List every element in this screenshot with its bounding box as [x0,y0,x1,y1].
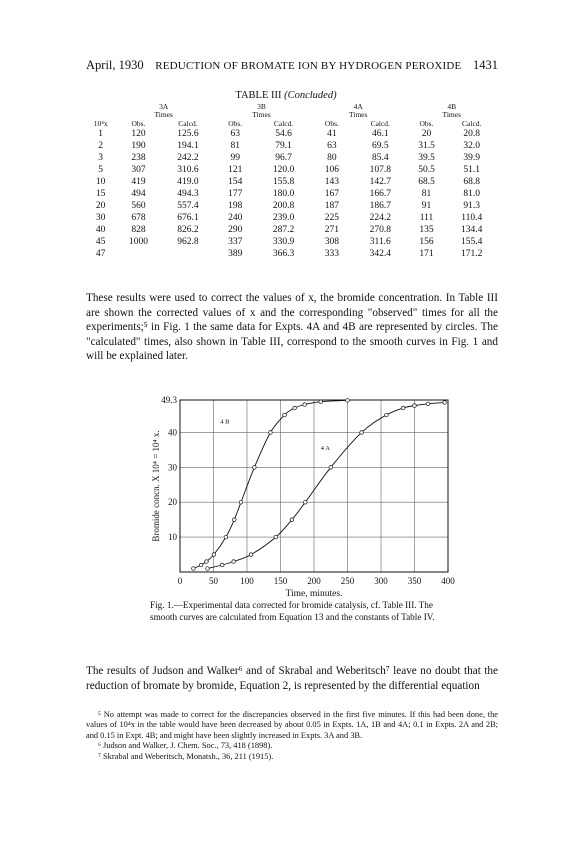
table-cell: 240 [228,213,243,223]
data-point [329,466,333,470]
data-point [293,406,297,410]
data-point [346,399,350,403]
table-group-row [87,103,497,111]
table-cell: 419 [131,177,146,187]
x-tick-label: 0 [177,576,183,586]
table-cell: 560 [131,201,146,211]
bromide-chart [150,394,460,599]
data-point [303,500,307,504]
row-label-cell: 2 [98,141,104,151]
footnote-6: ⁶ Judson and Walker, J. Chem. Soc., 73, 418 (1898). [98,741,273,751]
table-header-row [87,119,497,128]
table-cell: 91.3 [463,201,481,211]
series-curve-4a [208,402,445,568]
footnotes [86,710,498,762]
table-cell: 81 [230,141,240,151]
table-cell: 106 [324,165,340,175]
table-cell: 308 [324,237,340,247]
calcd-label: Calcd. [370,119,390,128]
table-row [87,200,497,212]
data-point [385,413,389,417]
table-cell: 224.2 [369,213,391,223]
obs-label: Obs. [324,119,339,128]
table-cell: 68.8 [463,177,481,187]
table-cell: 46.1 [371,129,389,139]
x-tick-label: 100 [240,576,254,586]
table-cell: 190 [131,141,146,151]
header-date: April, 1930 [86,58,144,72]
table-cell: 68.5 [418,177,435,187]
table-cell [163,248,213,260]
data-table [87,103,497,260]
table-cell: 167 [324,189,340,199]
table-cell: 287.2 [272,225,295,235]
times-label: Times [252,110,271,119]
data-point [319,400,323,404]
x-tick-label: 300 [374,576,388,586]
table-row [87,152,497,164]
x-axis-label: Time, minutes. [285,589,343,599]
table-cell: 494 [131,189,146,199]
row-label-cell: 3 [98,153,104,163]
table-cell: 962.8 [177,237,199,247]
table-cell: 194.1 [177,141,199,151]
table-row [87,212,497,224]
row-label-cell: 10 [95,177,106,187]
table-cell: 330.9 [272,237,295,247]
table-cell: 91 [421,201,432,211]
table-cell: 177 [228,189,243,199]
table-cell: 171 [419,249,434,259]
times-label: Times [154,110,173,119]
table-row [87,236,497,248]
data-point [232,560,236,564]
table-cell: 337 [228,237,243,247]
table-cell: 50.5 [418,165,435,175]
table-cell: 242.2 [177,153,199,163]
table-cell: 198 [228,201,243,211]
table-cell: 342.4 [369,249,391,259]
data-point [413,404,417,408]
obs-label: Obs. [131,119,146,128]
table-cell: 81 [421,189,432,199]
row-label-cell: 45 [95,237,106,247]
table-cell: 69.5 [371,141,389,151]
running-header [86,58,498,73]
figure-caption-text: Fig. 1.—Experimental data corrected for bromide catalysis, cf. Table III. The smooth curves are calculated from Equation 13 and the constants of Table IV. [150,600,435,622]
table-cell: 200.8 [272,201,295,211]
table-cell: 419.0 [177,177,199,187]
y-tick-label: 10 [168,532,177,543]
data-point [232,518,236,522]
table-cell: 143 [324,177,340,187]
table-cell: 366.3 [272,249,295,259]
calcd-label: Calcd. [178,119,198,128]
data-point [443,401,447,405]
table-concluded: (Concluded) [284,90,337,101]
table-cell: 270.8 [369,225,391,235]
x-tick-label: 50 [209,576,218,586]
table-cell: 494.3 [177,189,199,199]
table-cell: 120 [131,129,146,139]
table-cell: 111 [419,213,434,223]
data-point [360,431,364,435]
page-number: 1431 [472,58,498,72]
table-cell: 186.7 [369,201,391,211]
data-point [401,406,405,410]
table-row [87,140,497,152]
header-title: REDUCTION OF BROMATE ION BY HYDROGEN PEROXIDE [155,60,462,72]
table-title: TABLE III [235,90,282,101]
data-point [269,431,273,435]
table-cell: 20 [421,129,432,139]
table-cell: 51.1 [463,165,481,175]
table-cell: 180.0 [272,189,295,199]
figure-caption [150,600,450,623]
series-curve-4b [193,400,347,568]
row-label-cell: 20 [95,201,106,211]
table-cell: 1000 [129,237,148,247]
table-cell [114,248,162,260]
table-cell: 107.8 [369,165,391,175]
data-point [224,535,228,539]
table-cell: 121 [228,165,243,175]
obs-label: Obs. [419,119,434,128]
table-cell: 54.6 [275,129,292,139]
table-cell: 307 [131,165,146,175]
table-cell: 63 [230,129,240,139]
paragraph-1: These results were used to correct the values of x, the bromide concentration. In Table III are shown the corrected values of x and the corresponding "observed" times for all the experiments;⁵ in Fig. 1 the same data for Expts. 4A and 4B are represented by circles. The "calculated" times, also shown in Table III, correspond to the smooth curves in Fig. 1 and will be explained later. [86,292,498,363]
data-point [220,563,224,567]
footnote-7: ⁷ Skrabal and Weberitsch, Monatsh., 36, 211 (1915). [98,751,274,761]
table-cell: 171.2 [461,249,483,259]
table-cell: 79.1 [275,141,292,151]
calcd-label: Calcd. [273,119,294,128]
table-cell: 110.4 [461,213,483,223]
table-cell: 310.6 [177,165,199,175]
table-cell: 85.4 [371,153,389,163]
data-point [199,563,203,567]
table-cell: 120.0 [272,165,295,175]
data-point [283,413,287,417]
y-tick-label: 20 [168,497,177,508]
figure-1 [150,394,460,599]
table-cell: 32.0 [463,141,481,151]
table-cell: 333 [324,249,340,259]
x-tick-label: 400 [441,576,455,586]
table-cell: 678 [131,213,146,223]
y-tick-label: 30 [168,462,177,473]
paragraph-2: The results of Judson and Walker⁶ and of Skrabal and Weberitsch⁷ leave no doubt that the reduction of bromate by bromide, Equation 2, is represented by the differential equation [86,665,498,692]
data-point [274,535,278,539]
series-label: 4 A [320,444,330,452]
table-cell: 41 [327,129,337,139]
group-4B: 4B [447,102,457,111]
table-cell: 125.6 [177,129,199,139]
data-point [426,402,430,406]
table-cell: 166.7 [369,189,391,199]
group-4A: 4A [353,102,363,111]
table-cell: 99 [230,153,240,163]
row-label-cell: 47 [95,249,106,259]
table-row [87,188,497,200]
table-cell: 676.1 [177,213,199,223]
row-label-cell: 30 [95,213,106,223]
data-point [239,500,243,504]
y-axis-label: Bromide concn. X 10⁴ = 10⁴ x. [151,430,161,542]
group-3B: 3B [257,102,266,111]
table-cell: 134.4 [461,225,483,235]
table-cell: 155.8 [272,177,295,187]
row-label-cell: 40 [95,225,106,235]
table-caption [0,90,572,101]
table-cell: 81.0 [463,189,481,199]
data-point [192,567,196,571]
data-point [206,567,210,571]
table-cell: 20.8 [463,129,481,139]
table-cell: 239.0 [272,213,295,223]
obs-label: Obs. [228,119,243,128]
data-point [249,553,253,557]
table-cell: 828 [131,225,146,235]
row-label-cell: 15 [95,189,106,199]
x-tick-label: 250 [340,576,355,586]
table-cell: 154 [228,177,243,187]
table-cell: 271 [324,225,340,235]
table-cell: 156 [419,237,434,247]
data-point [205,560,209,564]
series-label: 4 B [220,418,230,426]
row-header-label: 10⁴x [93,119,108,128]
table-cell: 225 [324,213,340,223]
table-cell: 187 [324,201,340,211]
table-row [87,248,497,260]
table-cell: 31.5 [418,141,435,151]
times-label: Times [348,110,368,119]
table-cell: 135 [419,225,434,235]
table-times-row [87,111,497,119]
table-cell: 557.4 [177,201,199,211]
row-label-cell: 1 [98,129,104,139]
group-3A: 3A [159,102,169,111]
table-cell: 238 [131,153,146,163]
table-cell: 826.2 [177,225,199,235]
table-cell: 39.9 [463,153,481,163]
table-cell: 39.5 [418,153,435,163]
x-tick-label: 150 [273,576,288,586]
table-cell: 96.7 [275,153,292,163]
data-point [212,553,216,557]
times-label: Times [442,110,461,119]
table-cell: 311.6 [369,237,391,247]
data-point [303,403,307,407]
table-row [87,224,497,236]
table-cell: 290 [228,225,243,235]
table-cell: 80 [327,153,337,163]
x-tick-label: 200 [307,576,321,586]
table-cell: 389 [228,249,243,259]
calcd-label: Calcd. [462,119,482,128]
table-row [87,176,497,188]
table-row [87,164,497,176]
table-row [87,128,497,140]
table-cell: 155.4 [461,237,483,247]
y-tick-label: 40 [168,427,177,438]
footnote-5: ⁵ No attempt was made to correct for the discrepancies observed in the first five minutes. If this had been done, the values of 10⁴x in the table would have been decreased by about 0.05 in Expts. 1A, 1B and 4A; 0.1 in Expts. 2A and 2B; and 0.15 in Expt. 4B; and might have been slightly increased in Expts. 3A and 3B. [86,710,498,740]
table-cell: 63 [327,141,337,151]
data-point [253,466,257,470]
data-point [290,518,294,522]
x-tick-label: 350 [407,576,422,586]
row-label-cell: 5 [98,165,104,175]
y-tick-label: 49.3 [161,395,177,405]
table-cell: 142.7 [369,177,391,187]
